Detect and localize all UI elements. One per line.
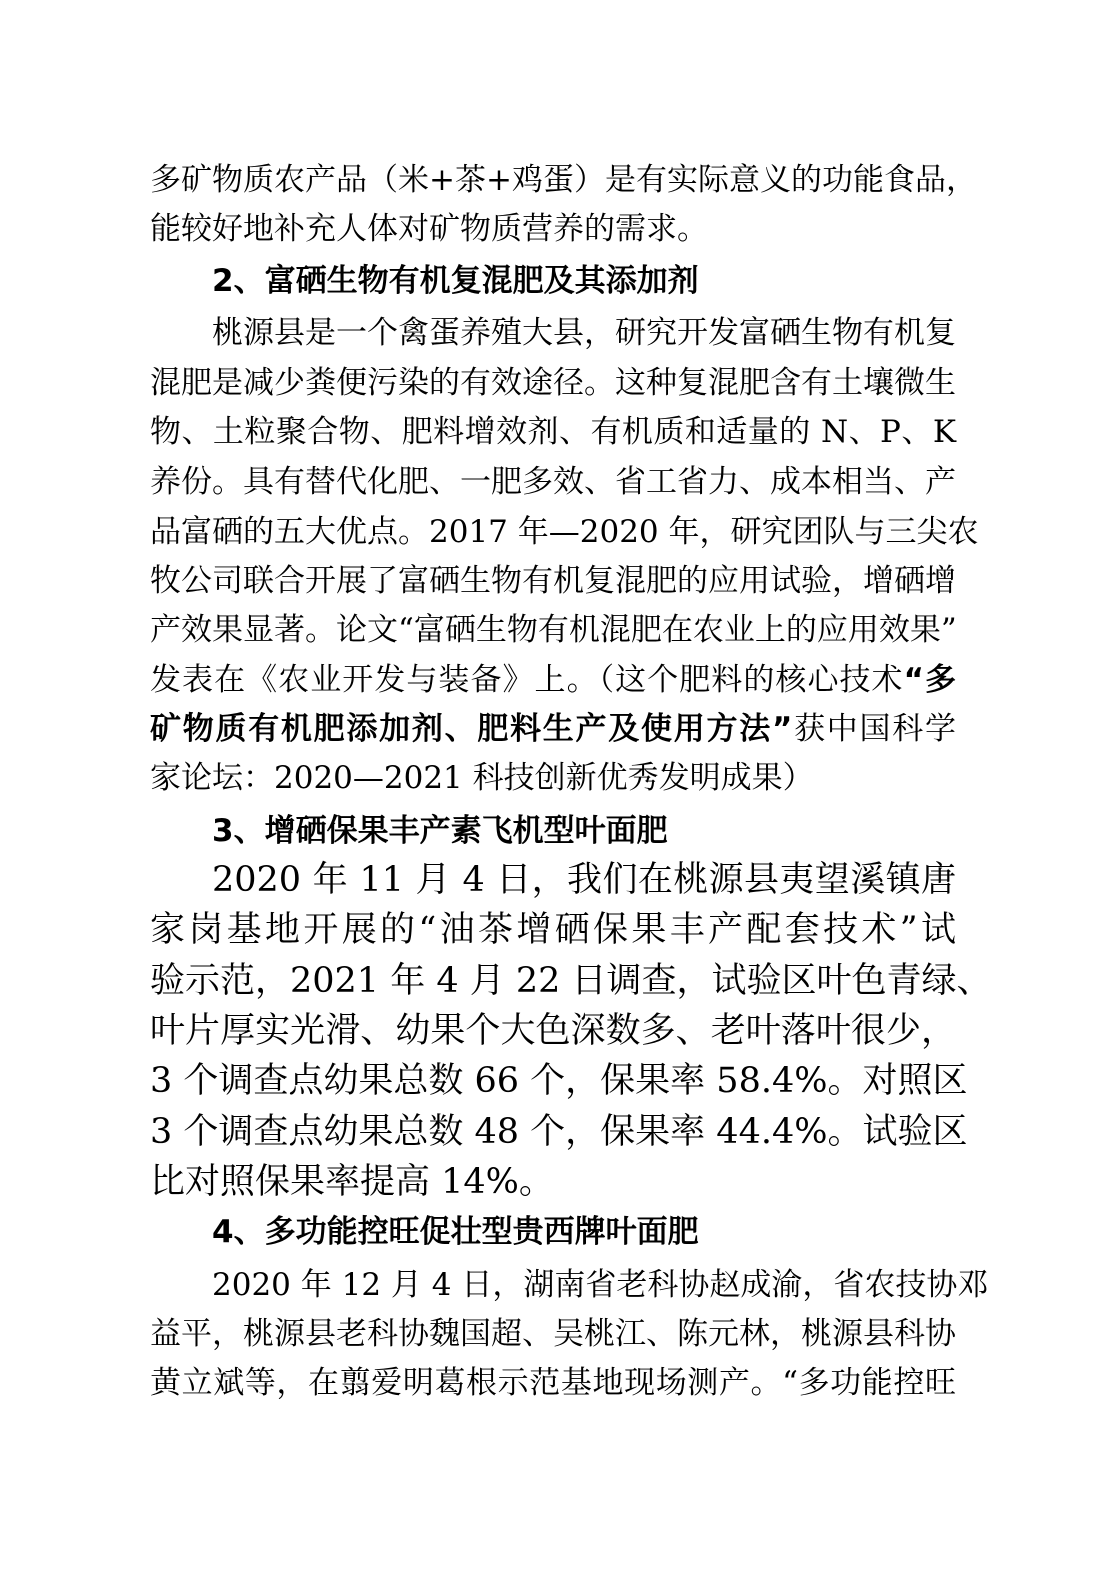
- paragraph-text: 发表在《农业开发与装备》上。（这个肥料的核心技术: [150, 662, 904, 698]
- paragraph-line: 益平，桃源县老科协魏国超、吴桃江、陈元林，桃源县科协: [150, 1316, 956, 1352]
- paragraph-line: 验示范，2021 年 4 月 22 日调查，试验区叶色青绿、: [150, 961, 992, 1001]
- paragraph-line: 养份。具有替代化肥、一肥多效、省工省力、成本相当、产: [150, 464, 956, 500]
- section-heading: 4、多功能控旺促壮型贵西牌叶面肥: [212, 1214, 699, 1250]
- paragraph-line: 产效果显著。论文“富硒生物有机混肥在农业上的应用效果”: [150, 612, 957, 648]
- paragraph-line: 家论坛：2020—2021 科技创新优秀发明成果）: [150, 760, 814, 796]
- paragraph-line: 2020 年 12 月 4 日，湖南省老科协赵成渝，省农技协邓: [212, 1267, 989, 1303]
- paragraph-text: 获中国科学: [792, 711, 956, 747]
- section-heading: 2、富硒生物有机复混肥及其添加剂: [212, 263, 699, 299]
- paragraph-line: [150, 709, 956, 749]
- paragraph-line: 能较好地补充人体对矿物质营养的需求。: [150, 211, 708, 247]
- paragraph-line: 混肥是减少粪便污染的有效途径。这种复混肥含有土壤微生: [150, 365, 956, 401]
- paragraph-line: 家岗基地开展的“油茶增硒保果丰产配套技术”试: [150, 910, 956, 950]
- paragraph-line: 3 个调查点幼果总数 48 个，保果率 44.4%。试验区: [150, 1112, 968, 1152]
- paragraph-line: 品富硒的五大优点。2017 年—2020 年，研究团队与三尖农: [150, 514, 979, 550]
- section-heading: 3、增硒保果丰产素飞机型叶面肥: [212, 813, 668, 849]
- paragraph-line: 黄立斌等，在翦爱明葛根示范基地现场测产。“多功能控旺: [150, 1365, 956, 1401]
- paragraph-line: 3 个调查点幼果总数 66 个，保果率 58.4%。对照区: [150, 1061, 968, 1101]
- bold-text: “多: [903, 662, 956, 698]
- paragraph-line: 2020 年 11 月 4 日，我们在桃源县夷望溪镇唐: [212, 860, 956, 900]
- paragraph-line: 多矿物质农产品（米+茶+鸡蛋）是有实际意义的功能食品，: [150, 162, 977, 198]
- paragraph-line: [150, 660, 956, 700]
- paragraph-line: 物、土粒聚合物、肥料增效剂、有机质和适量的 N、P、K: [150, 414, 956, 450]
- paragraph-line: 比对照保果率提高 14%。: [150, 1162, 554, 1202]
- bold-text: 矿物质有机肥添加剂、肥料生产及使用方法”: [150, 711, 793, 747]
- paragraph-line: 叶片厚实光滑、幼果个大色深数多、老叶落叶很少，: [150, 1011, 956, 1051]
- paragraph-line: 桃源县是一个禽蛋养殖大县，研究开发富硒生物有机复: [212, 315, 956, 351]
- paragraph-line: 牧公司联合开展了富硒生物有机复混肥的应用试验，增硒增: [150, 563, 956, 599]
